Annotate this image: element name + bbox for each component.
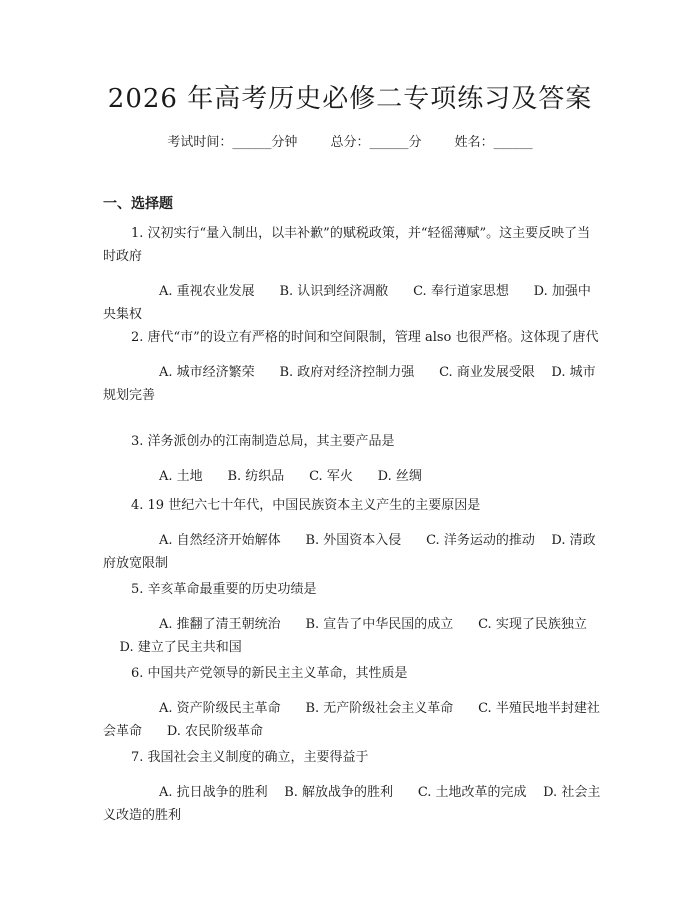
question-stem: 5. 辛亥革命最重要的历史功绩是 — [131, 582, 317, 597]
question-3 — [103, 430, 603, 488]
question-options — [103, 529, 603, 575]
option-d: D. 社会主义改造的胜利 — [103, 785, 601, 823]
option-d: D. 城市规划完善 — [103, 365, 596, 403]
question-options — [103, 697, 603, 743]
question-5 — [103, 578, 603, 659]
question-options — [103, 465, 603, 488]
option-a: A. 自然经济开始解体 — [159, 533, 281, 548]
question-stem: 3. 洋务派创办的江南制造总局，其主要产品是 — [131, 434, 395, 449]
question-options — [103, 781, 603, 827]
option-a: A. 推翻了清王朝统治 — [159, 617, 281, 632]
option-a: A. 土地 — [159, 469, 203, 484]
option-d: D. 丝绸 — [377, 469, 422, 484]
option-c: C. 洋务运动的推动 — [426, 533, 535, 548]
question-stem: 7. 我国社会主义制度的确立，主要得益于 — [131, 750, 369, 765]
option-d: D. 建立了民主共和国 — [119, 640, 242, 655]
question-stem: 6. 中国共产党领导的新民主主义革命，其性质是 — [131, 666, 408, 681]
option-c: C. 奉行道家思想 — [413, 284, 509, 299]
question-7 — [103, 746, 603, 827]
option-c: C. 实现了民族独立 — [478, 617, 587, 632]
question-6 — [103, 662, 603, 743]
question-stem: 1. 汉初实行“量入制出，以丰补歉”的赋税政策，并“轻徭薄赋”。这主要反映了当时政府 — [103, 226, 591, 264]
option-b: B. 纺织品 — [227, 469, 285, 484]
option-b: B. 外国资本入侵 — [305, 533, 402, 548]
section-heading: 一、选择题 — [103, 196, 173, 212]
option-b: B. 政府对经济控制力强 — [279, 365, 415, 380]
option-d: D. 加强中央集权 — [103, 284, 591, 322]
page-title: 2026 年高考历史必修二专项练习及答案 — [107, 84, 593, 114]
option-b: B. 认识到经济凋敝 — [279, 284, 389, 299]
option-a: A. 资产阶级民主革命 — [159, 701, 281, 716]
question-stem: 2. 唐代“市”的设立有严格的时间和空间限制，管理 also 也很严格。这体现了唐代 — [131, 330, 599, 345]
option-c: C. 土地改革的完成 — [417, 785, 527, 800]
question-2 — [103, 326, 603, 407]
question-4 — [103, 494, 603, 575]
question-options — [103, 280, 603, 326]
option-b: B. 宣告了中华民国的成立 — [305, 617, 454, 632]
question-options — [103, 361, 603, 407]
option-b: B. 无产阶级社会主义革命 — [305, 701, 454, 716]
student-name: 姓名：______ — [454, 135, 533, 150]
option-d: D. 农民阶级革命 — [166, 724, 264, 739]
option-c: C. 半殖民地半封建社会革命 — [103, 701, 600, 739]
question-options — [103, 613, 603, 659]
question-1 — [103, 222, 603, 326]
option-a: A. 抗日战争的胜利 — [159, 785, 268, 800]
exam-score: 总分：______分 — [330, 135, 422, 150]
option-b: B. 解放战争的胜利 — [284, 785, 394, 800]
question-stem: 4. 19 世纪六七十年代，中国民族资本主义产生的主要原因是 — [131, 498, 481, 513]
exam-time: 考试时间：______分钟 — [167, 135, 298, 150]
option-a: A. 城市经济繁荣 — [159, 365, 255, 380]
option-a: A. 重视农业发展 — [159, 284, 255, 299]
option-c: C. 军火 — [309, 469, 353, 484]
exam-meta — [0, 131, 700, 150]
option-d: D. 清政府放宽限制 — [103, 533, 596, 571]
option-c: C. 商业发展受限 — [439, 365, 535, 380]
